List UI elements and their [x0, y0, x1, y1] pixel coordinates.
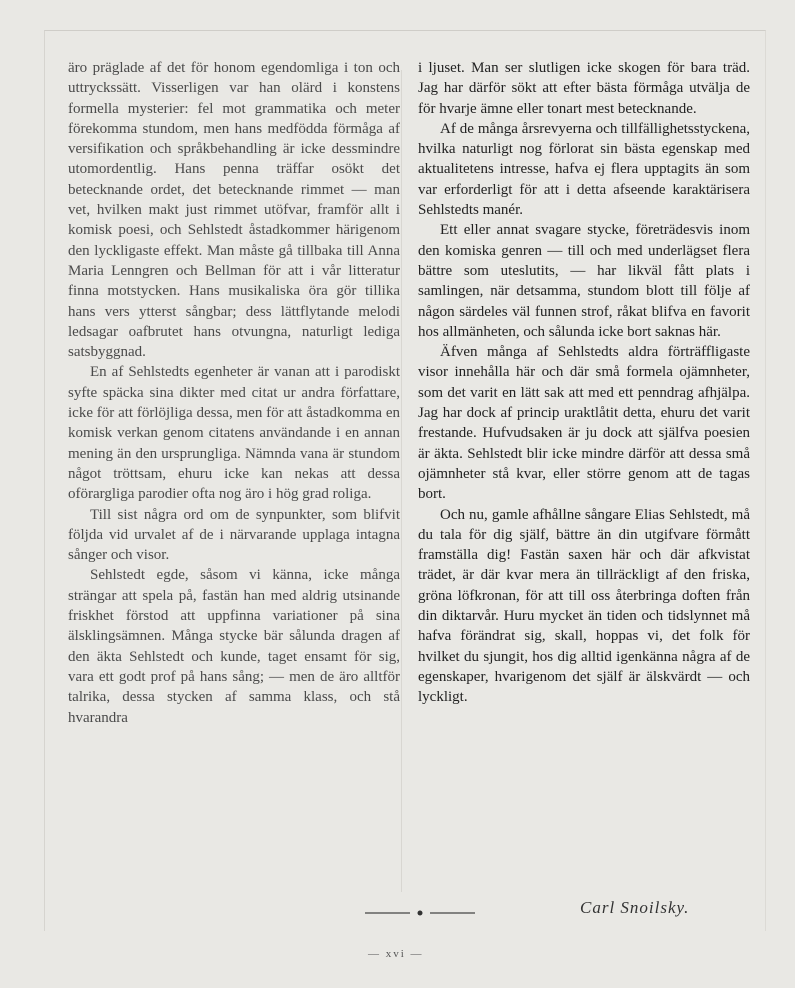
paragraph: Sehlstedt egde, såsom vi känna, icke många strängar att spela på, fastän han med aldrig utsinande friskhet förstod att uppfinna variationer på sina älsklingsämnen. Många stycke bär sålunda dragen af den äkta Sehlstedt och kunde, taget ensamt för sig, vara ett godt prof på hans sång; — men de äro alltför talrika, dessa stycken af samma klass, och stå hvarandra	[68, 567, 400, 726]
paragraph: En af Sehlstedts egenheter är vanan att i parodiskt syfte späcka sina dikter med citat ur andra författare, icke för att förlöjliga dessa, men för att åstadkomma en komisk verkan genom citatens användande i en annan mening än den ursprungliga. Nämnda vana är stundom något tröttsam, ehuru icke kan nekas att dessa oförargliga parodier ofta nog äro i hög grad roliga.	[68, 364, 400, 503]
page-number: — xvi —	[368, 948, 424, 960]
paragraph: Äfven många af Sehlstedts aldra förträffligaste visor innehålla här och där små formela ojämnheter, som det varit en lätt sak att med ett penndrag afhjälpa. Jag har dock af princip uraktlåtit detta, ehuru det varit frestande. Hufvudsaken är ju dock att själfva poesien är äkta. Sehlstedt blir icke mindre därför att dessa små ojämnheter stå kvar, eller större genom att de tagas bort.	[418, 344, 750, 503]
paragraph: Och nu, gamle afhållne sångare Elias Sehlstedt, må du tala för dig själf, bättre än din utgifvare förmått framställa dig! Fastän saxen här och där afkvistat trädet, är där kvar mera än tillräckligt af den friska, gröna löfkronan, för att till oss återbringa doften från din diktarvår. Huru mycket än tiden och tidslynnet må hafva förändrat sig, skall, hoppas vi, det folk för hvilket du sjungit, hos dig alltid igenkänna några af de egenskaper, hvarigenom det själf är älskvärdt — och lyckligt.	[418, 506, 750, 706]
signature: Carl Snoilsky.	[580, 898, 690, 917]
paragraph: äro präglade af det för honom egendomliga i ton och uttryckssätt. Visserligen var han olärd i konstens formella mysterier: fel mot grammatika och meter förekomma stundom, men hans medfödda förmåga af versifikation och språkbehandling är icke dessmindre utomordentlig. Hans penna träffar osökt det betecknande ordet, det betecknande rimmet — man vet, hvilken makt just rimmet utöfvar, framför allt i komisk poesi, och Sehlstedt åstadkommer härigenom den lyckligaste effekt. Man måste gå tillbaka till Anna Maria Lenngren och Bellman för att i vår litteratur finna motstycken. Hans musikaliska öra gör tillika hans vers ytterst sångbar; dess lättflytande melodi ledsagar oafbrutet hans otvungna, naturligt lediga satsbyggnad.	[68, 60, 400, 361]
paragraph: i ljuset. Man ser slutligen icke skogen för bara träd. Jag har därför sökt att efter bästa förmåga utvälja de för hvarje ämne eller tonart mest betecknande.	[418, 60, 750, 117]
right-column	[418, 58, 750, 708]
ornament-divider-icon	[365, 908, 475, 918]
column-divider	[401, 70, 402, 892]
left-column	[68, 58, 400, 728]
paragraph: Af de många årsrevyerna och tillfällighetsstyckena, hvilka naturligt nog förlorat sin bästa egenskap med aktualitetens intresse, hafva ej flera upptagits än som var erforderligt för att i detta afseende karaktärisera Sehlstedts manér.	[418, 120, 750, 219]
paragraph: Ett eller annat svagare stycke, företrädesvis inom den komiska genren — till och med underlägset flera bättre som uteslutits, — har likväl fått plats i samlingen, när detsamma, stundom blott till följe af någon särdeles väl funnen strof, råkat blifva en favorit hos allmänheten, och sålunda icke bort saknas här.	[418, 222, 750, 340]
paragraph: Till sist några ord om de synpunkter, som blifvit följda vid urvalet af de i närvarande upplaga intagna sånger och visor.	[68, 506, 400, 564]
